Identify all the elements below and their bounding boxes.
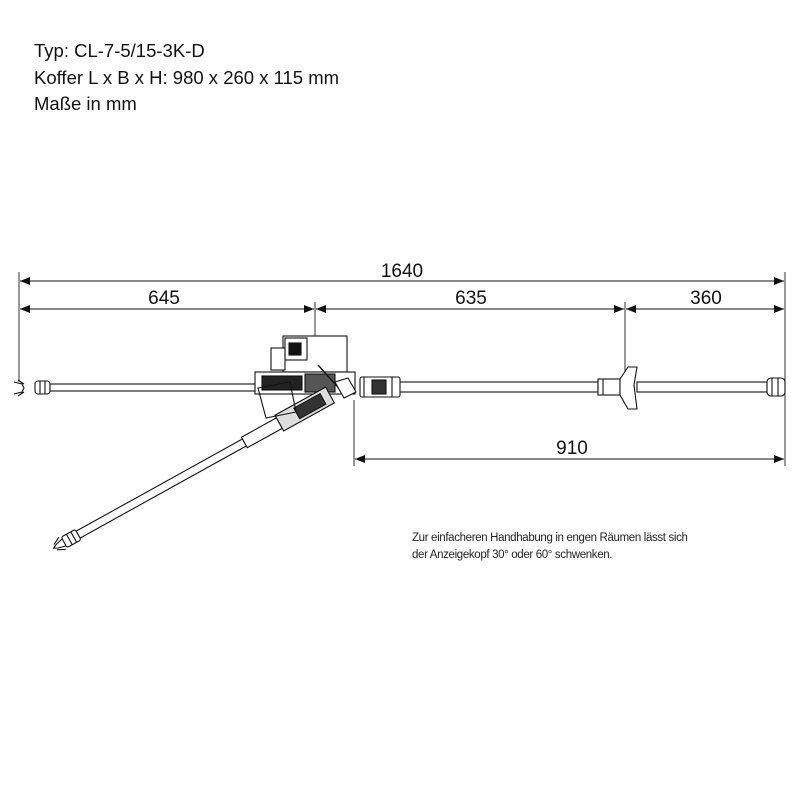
handle-flange-icon <box>620 367 637 409</box>
left-tip-collar <box>35 381 50 394</box>
case-dimensions-label: Koffer L x B x H: 980 x 260 x 115 mm <box>34 66 340 88</box>
dimension-right-value: 360 <box>690 288 722 309</box>
note-line-2: der Anzeigekopf 30° oder 60° schwenken. <box>412 549 613 561</box>
left-rod <box>50 384 255 391</box>
note-line-1: Zur einfacheren Handhabung in engen Räumen lässt sich <box>412 532 688 544</box>
dimension-lines <box>20 281 784 459</box>
units-label: Maße in mm <box>34 93 137 114</box>
dimension-middle-value: 635 <box>455 288 487 309</box>
dimension-lower-value: 910 <box>556 438 588 459</box>
dimension-left-value: 645 <box>148 288 180 309</box>
right-rod <box>398 382 598 392</box>
extension-lines <box>19 272 785 466</box>
dimension-total-value: 1640 <box>380 261 424 282</box>
handling-note <box>412 530 688 564</box>
type-label: Typ: CL-7-5/15-3K-D <box>34 40 205 61</box>
display-head <box>255 336 400 398</box>
left-tip-icon <box>14 380 24 396</box>
angled-rod <box>49 382 334 556</box>
right-rod-sleeve <box>598 379 620 395</box>
end-cap <box>767 378 785 396</box>
